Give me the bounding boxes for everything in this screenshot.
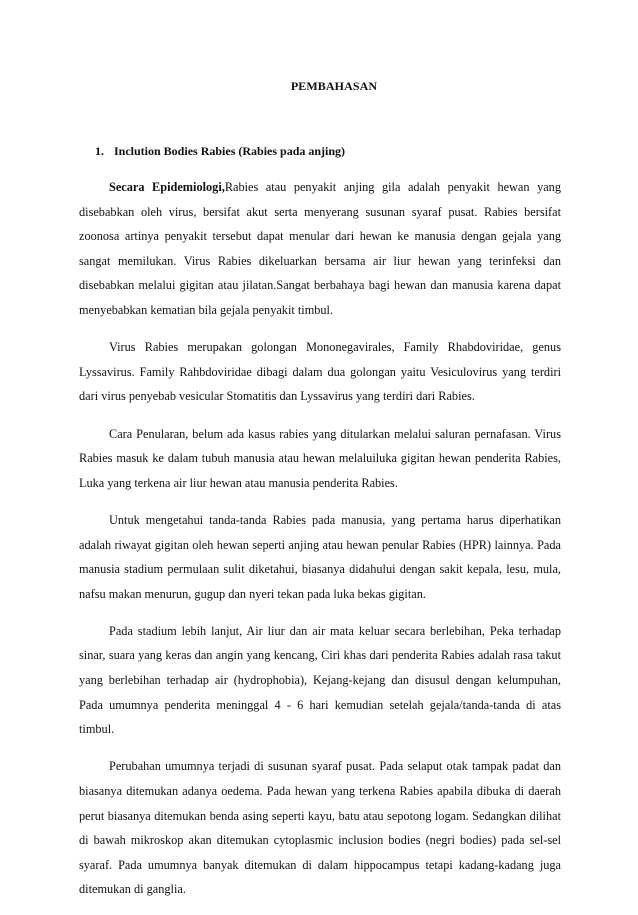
body-text: [79, 175, 561, 915]
paragraph-text: Perubahan umumnya terjadi di susunan syaraf pusat. Pada selaput otak tampak padat dan biasanya ditemukan adanya oedema. Pada hewan yang terkena Rabies apabila dibuka di daerah perut biasanya ditemukan benda asing seperti kayu, batu atau sepotong logam. Sedangkan dilihat di bawah mikroskop akan ditemukan cytoplasmic inclusion bodies (negri bodies) pada sel-sel syaraf. Pada umumnya banyak ditemukan di dalam hippocampus tetapi kadang-kadang juga ditemukan di ganglia.: [79, 759, 561, 897]
paragraph-epidemiology: [79, 175, 561, 323]
section-heading: [95, 144, 345, 159]
section-number: 1.: [95, 144, 104, 158]
paragraph-text: Rabies atau penyakit anjing gila adalah penyakit hewan yang disebabkan oleh virus, bersifat akut serta menyerang susunan syaraf pusat. Rabies bersifat zoonosa artinya penyakit tersebut dapat menular dari hewan ke manusia dengan gejala yang sangat memilukan. Virus Rabies dikeluarkan bersama air liur hewan yang terinfeksi dan disebabkan melalui gigitan atau jilatan.Sangat berbahaya bagi hewan dan manusia karena dapat menyebabkan kematian bila gejala penyakit timbul.: [79, 180, 561, 317]
paragraph-text: Cara Penularan, belum ada kasus rabies yang ditularkan melalui saluran pernafasan. Virus Rabies masuk ke dalam tubuh manusia atau hewan melaluiluka gigitan hewan penderita Rabies, Luka yang terkena air liur hewan atau manusia penderita Rabies.: [79, 426, 561, 490]
paragraph-pathology: [79, 754, 561, 902]
paragraph-text: Untuk mengetahui tanda-tanda Rabies pada manusia, yang pertama harus diperhatikan adalah riwayat gigitan oleh hewan seperti anjing atau hewan penular Rabies (HPR) lainnya. Pada manusia stadium permulaan sulit diketahui, biasanya didahului dengan sakit kepala, lesu, mula, nafsu makan menurun, gugup dan nyeri tekan pada luka bekas gigitan.: [79, 512, 561, 601]
paragraph-virus-classification: [79, 335, 561, 409]
paragraph-early-signs: [79, 508, 561, 606]
page-title: PEMBAHASAN: [290, 79, 378, 93]
paragraph-transmission: [79, 422, 561, 496]
paragraph-text: Pada stadium lebih lanjut, Air liur dan air mata keluar secara berlebihan, Peka terhadap sinar, suara yang keras dan angin yang kencang, Ciri khas dari penderita Rabies adalah rasa takut yang berlebihan terhadap air (hydrophobia), Kejang-kejang dan disusul dengan kelumpuhan, Pada umumnya penderita meninggal 4 - 6 hari kemudian setelah gejala/tanda-tanda di atas timbul.: [79, 623, 561, 737]
paragraph-advanced-stage: [79, 619, 561, 742]
section-heading-text: Inclution Bodies Rabies (Rabies pada anjing): [114, 144, 346, 158]
paragraph-lead: Secara Epidemiologi,: [109, 180, 225, 194]
paragraph-text: Virus Rabies merupakan golongan Mononegavirales, Family Rhabdoviridae, genus Lyssavirus. Family Rahbdoviridae dibagi dalam dua golongan yaitu Vesiculovirus yang terdiri dari virus penyebab vesicular Stomatitis dan Lyssavirus yang terdiri dari Rabies.: [79, 340, 561, 404]
